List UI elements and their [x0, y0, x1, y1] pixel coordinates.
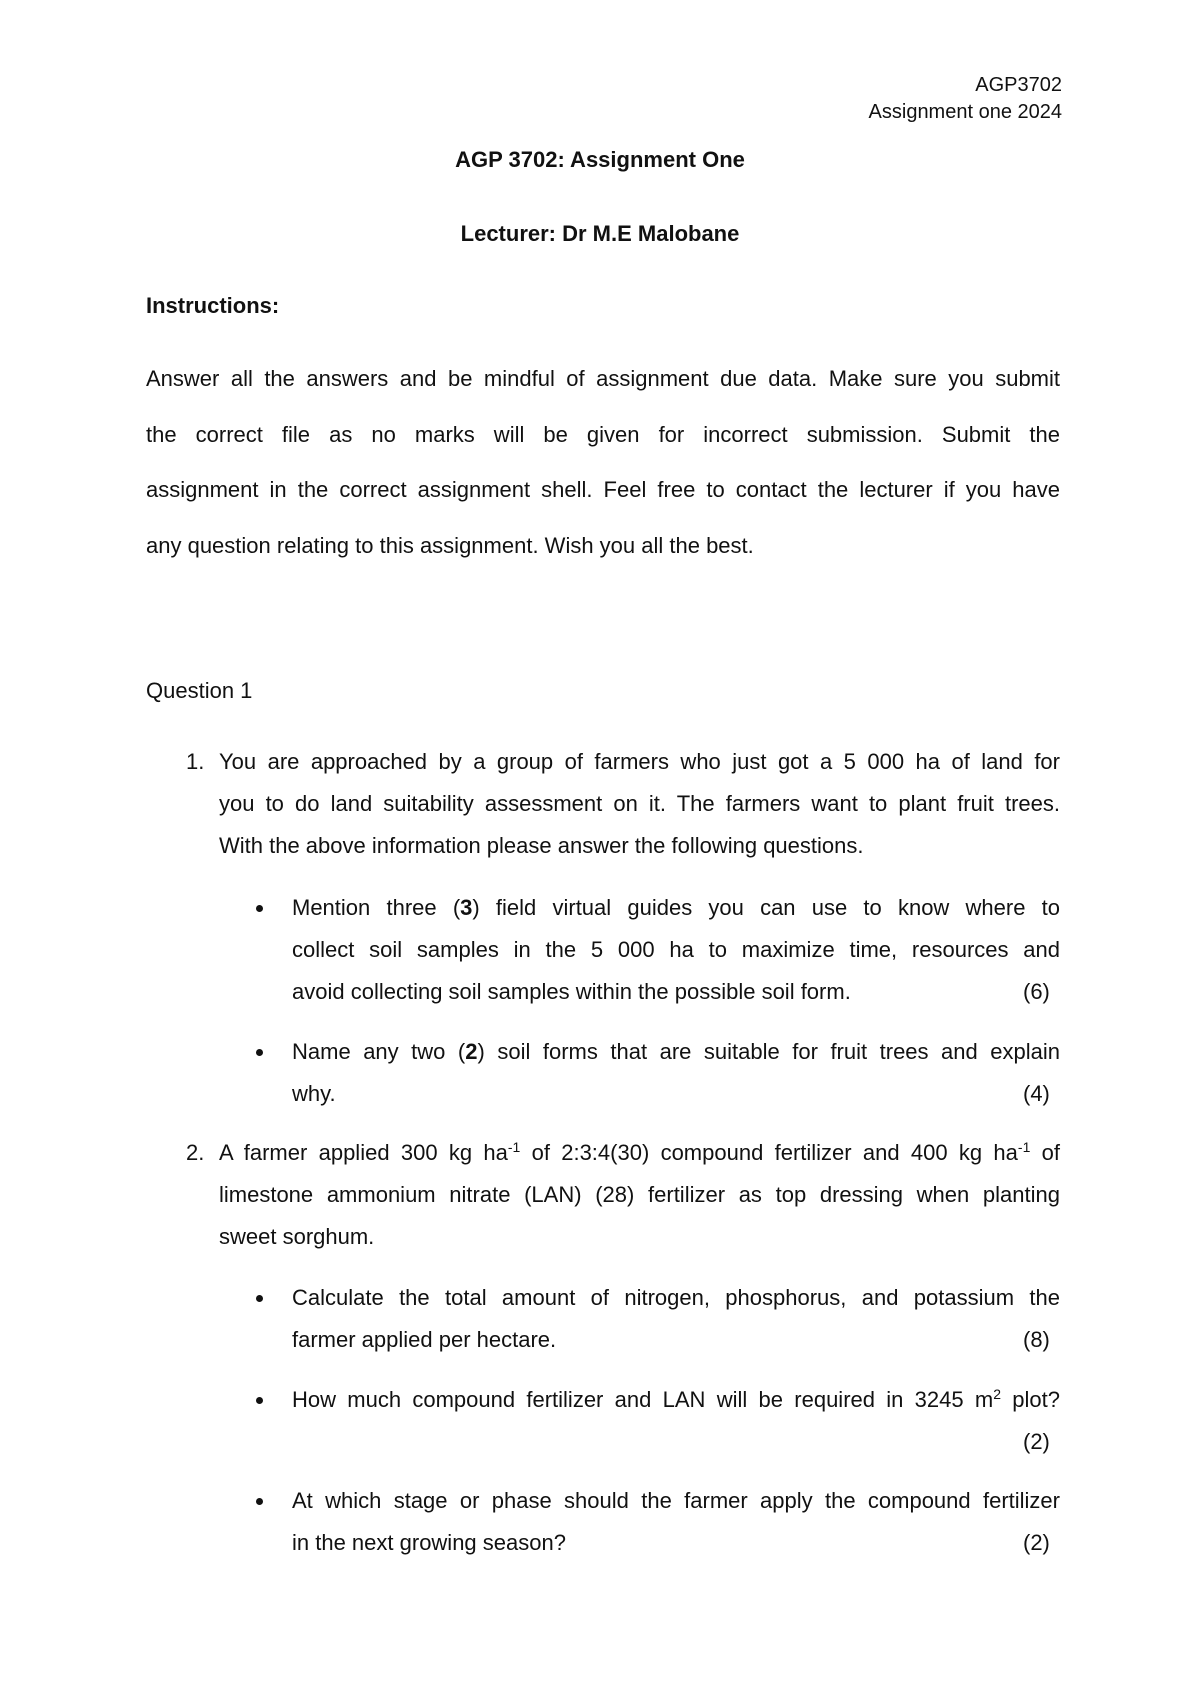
- item-2-bullet-2-marks: (2): [1023, 1429, 1050, 1454]
- bullet-icon: [256, 905, 263, 912]
- item-2-line-3: sweet sorghum.: [219, 1224, 375, 1249]
- header-assignment-year: Assignment one 2024: [868, 101, 1062, 123]
- page-header: [869, 72, 1062, 126]
- item-2-line-1: A farmer applied 300 kg $ha^{-1}$ of 2:3:4(30) compound fertilizer and 400 kg $ha^{-1}$ of: [219, 1139, 1060, 1165]
- item-1-bullet-1-line-2: collect soil samples in the 5 000 ha to maximize time, resources and: [292, 937, 1060, 962]
- bullet-icon: [256, 1498, 263, 1505]
- item-2-bullet-3-line-1: At which stage or phase should the farmer apply the compound fertilizer: [292, 1488, 1060, 1513]
- item-1-bullet-2-marks: (4): [1023, 1081, 1050, 1106]
- bullet-icon: [256, 1397, 263, 1404]
- item-1-bullet-1-line-3: avoid collecting soil samples within the possible soil form.: [292, 979, 851, 1004]
- bullet-icon: [256, 1295, 263, 1302]
- item-1-line-1: You are approached by a group of farmers who just got a 5 000 ha of land for: [219, 749, 1060, 774]
- item-1-bullet-1-marks: (6): [1023, 979, 1050, 1004]
- item-2-bullet-1-line-1: Calculate the total amount of nitrogen, phosphorus, and potassium the: [292, 1285, 1060, 1310]
- item-2-bullet-3-line-2: in the next growing season?: [292, 1530, 566, 1555]
- bullet-icon: [256, 1049, 263, 1056]
- lecturer-line: Lecturer: Dr M.E Malobane: [460, 221, 740, 246]
- question-1-heading: Question 1: [146, 678, 253, 703]
- item-1-number: 1.: [186, 749, 205, 774]
- item-1-line-3: With the above information please answer the following questions.: [219, 833, 864, 858]
- item-2-line-2: limestone ammonium nitrate (LAN) (28) fertilizer as top dressing when planting: [219, 1182, 1060, 1207]
- item-1-line-2: you to do land suitability assessment on it. The farmers want to plant fruit trees.: [219, 791, 1060, 816]
- item-2-bullet-1-marks: (8): [1023, 1327, 1050, 1352]
- item-1-bullet-2-line-2: why.: [292, 1081, 336, 1106]
- instructions-line-3: assignment in the correct assignment shell. Feel free to contact the lecturer if you have: [146, 477, 1060, 502]
- item-2-bullet-1-line-2: farmer applied per hectare.: [292, 1327, 557, 1352]
- document-title: AGP 3702: Assignment One: [455, 147, 745, 172]
- item-2-bullet-2-line-1: How much compound fertilizer and LAN will be required in 3245 $m^2$ plot?: [292, 1386, 1060, 1412]
- instructions-heading: Instructions:: [146, 293, 280, 318]
- instructions-line-4: any question relating to this assignment. Wish you all the best.: [146, 533, 754, 558]
- instructions-line-2: the correct file as no marks will be given for incorrect submission. Submit the: [146, 422, 1060, 447]
- instructions-line-1: Answer all the answers and be mindful of assignment due data. Make sure you submit: [146, 366, 1060, 391]
- item-1-bullet-1-line-1: Mention three (3) field virtual guides you can use to know where to: [292, 895, 1060, 920]
- item-2-bullet-3-marks: (2): [1023, 1530, 1050, 1555]
- item-2-number: 2.: [186, 1140, 205, 1165]
- item-1-bullet-2-line-1: Name any two (2) soil forms that are suitable for fruit trees and explain: [292, 1039, 1060, 1064]
- header-course-code: AGP3702: [975, 74, 1062, 96]
